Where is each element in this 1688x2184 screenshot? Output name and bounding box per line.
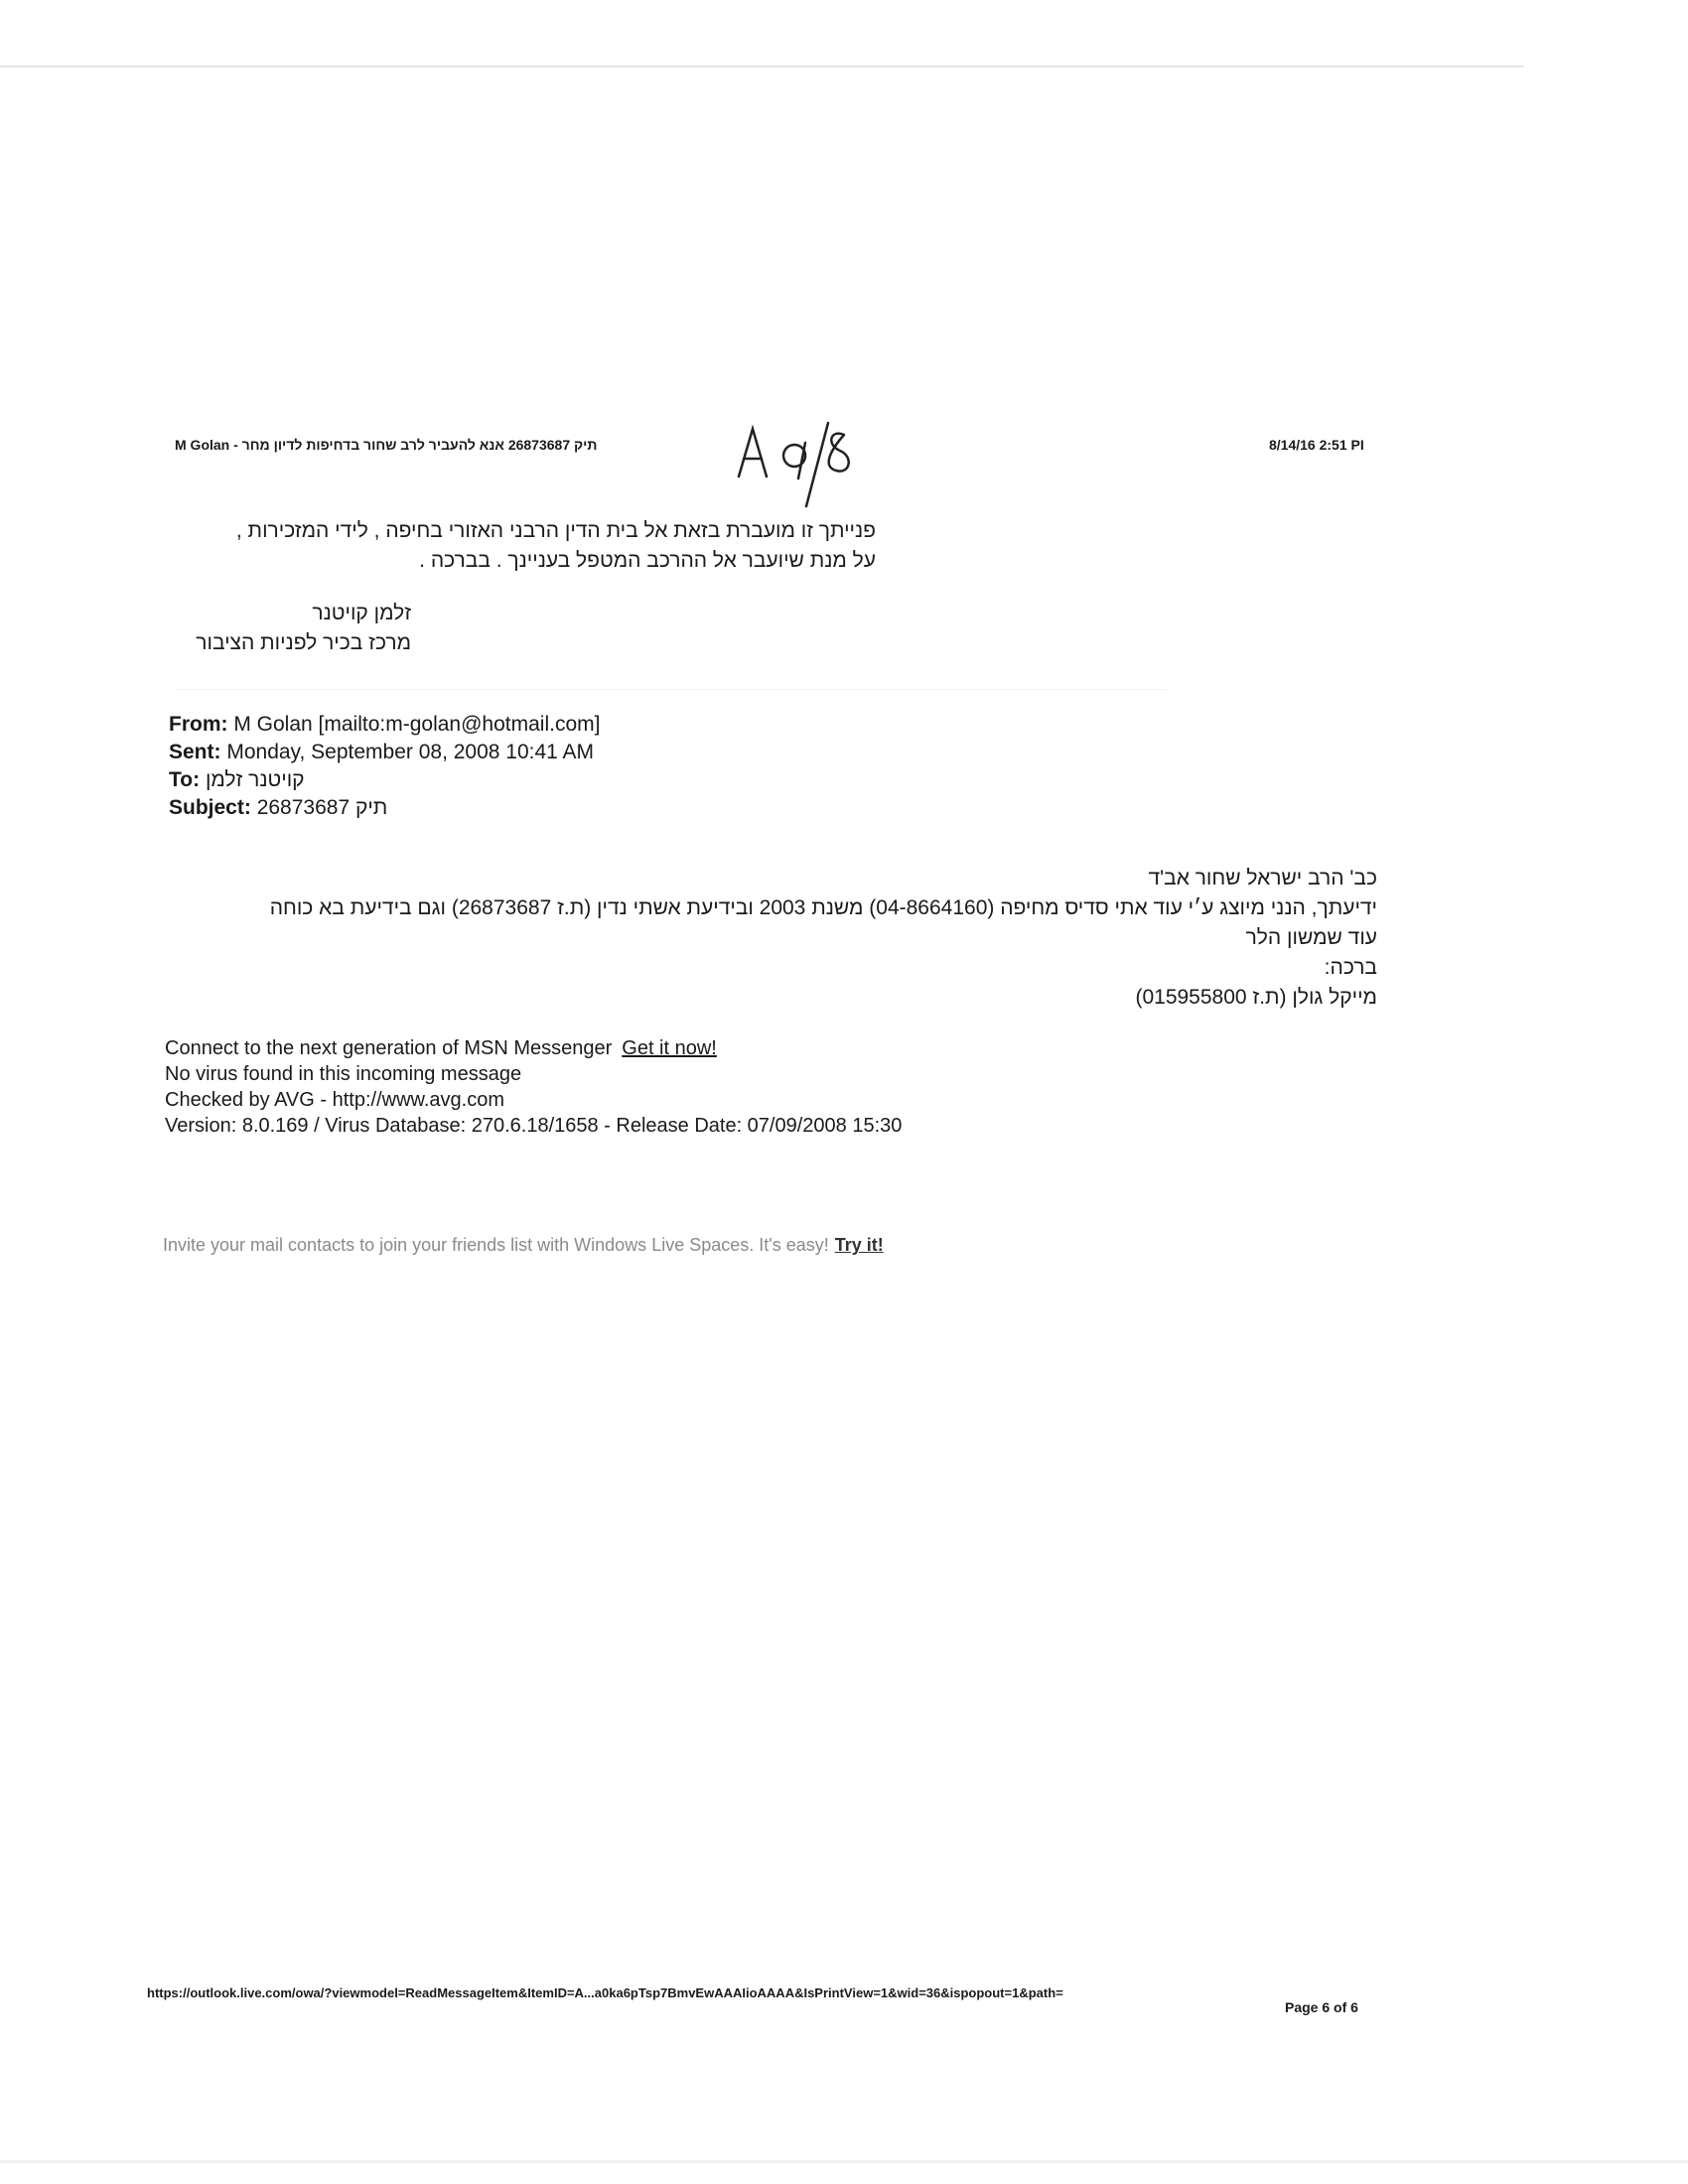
sender-signature [113,599,411,658]
virus-status-text: No virus found in this incoming message [165,1063,522,1085]
divider [175,689,1168,690]
forwarding-note [181,516,876,576]
to-value: קויטנר זלמן [205,768,305,791]
try-it-link[interactable]: Try it! [834,1235,884,1255]
subject-value: תיק 26873687 [256,796,388,819]
handwritten-annotation [733,415,867,509]
sent-row [169,739,600,766]
from-row [169,711,600,739]
from-label: From: [169,713,228,736]
avg-checked-text: Checked by AVG - http://www.avg.com [165,1089,504,1111]
print-url: https://outlook.live.com/owa/?viewmodel=ReadMessageItem&ItemID=A...a0ka6pTsp7BmvEwAAAIioAAAA&IsPrintView=1&wid=36&ispopout=1&path= [147,1985,1063,2000]
signature-org: מרכז בכיר לפניות הציבור [196,631,411,654]
msn-footer [165,1035,902,1139]
signature-name: זלמן קויטנר [312,602,411,624]
page-number: Page 6 of 6 [1285,1999,1358,2015]
get-it-now-link[interactable]: Get it now! [622,1037,717,1059]
body-line: ידיעתך, הנני מיוצג ע׳י עוד אתי סדיס מחיפה (04-8664160) משנת 2003 ובידיעת אשתי נדין (ת.ז 26873687) וגם בידיעת בא כוחה [269,896,1377,919]
scan-edge-line [0,66,1524,68]
subject-row [169,794,600,822]
message-headers [169,711,600,822]
sent-value: Monday, September 08, 2008 10:41 AM [226,741,595,763]
print-header-date: 8/14/16 2:51 PI [1269,437,1364,453]
message-body [146,864,1377,1013]
sent-label: Sent: [169,741,221,763]
avg-version-text: Version: 8.0.169 / Virus Database: 270.6.18/1658 - Release Date: 07/09/2008 15:30 [165,1115,903,1137]
msn-promo-line [165,1035,902,1061]
body-line: עוד שמשון הלר [1245,926,1377,949]
to-row [169,766,600,794]
invite-text: Invite your mail contacts to join your friends list with Windows Live Spaces. It's easy! [163,1235,829,1255]
forwarding-note-line: פנייתך זו מועברת בזאת אל בית הדין הרבני האזורי בחיפה , לידי המזכירות , [235,519,876,542]
scan-edge-line [0,2160,1688,2163]
body-line: כב' הרב ישראל שחור אב'ד [1148,867,1377,889]
invite-promo [163,1235,884,1256]
body-line: מייקל גולן (ת.ז 015955800) [1135,986,1377,1009]
print-header-title: M Golan - תיק 26873687 אנא להעביר לרב שחור בדחיפות לדיון מחר [175,437,598,453]
subject-label: Subject: [169,796,251,819]
forwarding-note-line: על מנת שיועבר אל ההרכב המטפל בעניינך . בברכה . [419,549,876,572]
msn-promo-text: Connect to the next generation of MSN Messenger [165,1037,613,1059]
from-value[interactable]: M Golan [mailto:m-golan@hotmail.com] [233,713,601,736]
body-line: ברכה: [1324,956,1377,979]
to-label: To: [169,768,201,791]
